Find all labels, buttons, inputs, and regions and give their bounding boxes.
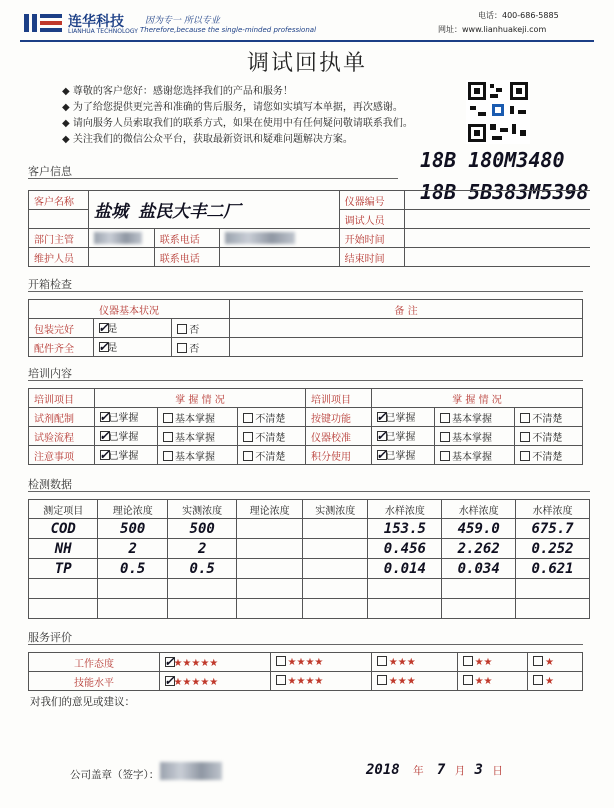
training-option-label: 基本掌握 (175, 451, 216, 463)
training-option[interactable]: ✓已掌握 (95, 446, 158, 465)
training-option[interactable] (238, 427, 306, 446)
detection-cell[interactable]: 0.252 (516, 539, 590, 559)
training-option[interactable] (158, 446, 238, 465)
section-divider (28, 178, 398, 179)
detection-header: 理论浓度 (98, 500, 167, 519)
detection-cell[interactable]: 459.0 (442, 519, 516, 539)
section-unbox: 开箱检查 (28, 278, 72, 291)
unbox-table (28, 299, 583, 357)
section-divider (28, 491, 590, 492)
company-name: 连华科技 (68, 14, 124, 30)
detection-cell[interactable]: 0.034 (442, 559, 516, 579)
contact2-label: 联系电话 (154, 248, 219, 267)
section-divider (28, 291, 583, 292)
intro-item: ◆ 为了给您提供更完善和准确的售后服务，请您如实填写本单据，再次感谢。 (62, 102, 403, 113)
training-option[interactable] (515, 446, 583, 465)
detection-row (29, 519, 590, 539)
detection-header: 理论浓度 (237, 500, 303, 519)
training-option-label: 已掌握 (108, 451, 139, 462)
detection-cell[interactable] (302, 559, 368, 579)
detection-cell[interactable] (442, 579, 516, 599)
section-training: 培训内容 (28, 367, 72, 380)
rating-option[interactable] (371, 672, 457, 691)
training-option-label: 已掌握 (108, 413, 139, 424)
instrument-number-label: 仪器编号 (339, 191, 404, 210)
evaluation-label: 技能水平 (29, 672, 160, 691)
training-option-label: 不清楚 (255, 413, 286, 425)
detection-cell[interactable]: TP (29, 559, 98, 579)
detection-cell[interactable]: 2 (167, 539, 236, 559)
evaluation-label: 工作态度 (29, 653, 160, 672)
detection-cell[interactable]: 500 (98, 519, 167, 539)
detection-cell[interactable] (237, 539, 303, 559)
training-header-item: 培训项目 (29, 389, 95, 408)
detection-row (29, 559, 590, 579)
training-option-label: 不清楚 (532, 451, 563, 463)
detection-cell[interactable]: 0.621 (516, 559, 590, 579)
training-row (29, 427, 583, 446)
rating-stars: ★★ (474, 657, 493, 668)
detection-cell[interactable] (237, 579, 303, 599)
unbox-row-label: 包装完好 (29, 319, 94, 338)
training-header-mastery: 掌 握 情 况 (371, 389, 582, 408)
detection-cell[interactable] (98, 599, 167, 619)
detection-cell[interactable] (167, 599, 236, 619)
rating-option[interactable]: ✓★★★★★ (160, 672, 271, 691)
checkbox-yes[interactable]: ✓是 (93, 319, 171, 338)
training-item-label: 试验流程 (29, 427, 95, 446)
training-option-label: 不清楚 (255, 432, 286, 444)
page-title: 调试回执单 (246, 51, 367, 76)
training-option[interactable] (238, 408, 306, 427)
rating-option[interactable]: ✓★★★★★ (160, 653, 271, 672)
signature-redacted (160, 762, 222, 780)
training-header-mastery: 掌 握 情 况 (95, 389, 306, 408)
maintainer-label: 维护人员 (29, 248, 89, 267)
slogan-cn: 因为专一 所以专业 (145, 16, 220, 26)
unbox-row-label: 配件齐全 (29, 338, 94, 357)
training-option-label: 基本掌握 (175, 413, 216, 425)
header-divider (20, 40, 594, 42)
rating-stars: ★★★★ (287, 676, 324, 687)
dept-value[interactable] (88, 229, 154, 248)
slogan-en: Therefore,because the single-minded professional (140, 26, 317, 34)
training-table (28, 388, 583, 465)
section-evaluation: 服务评价 (28, 631, 72, 644)
detection-cell[interactable]: 153.5 (368, 519, 442, 539)
training-item-label: 仪器校准 (305, 427, 371, 446)
start-time-value[interactable] (404, 229, 590, 248)
detection-header-row (29, 500, 590, 519)
training-item-label: 注意事项 (29, 446, 95, 465)
rating-stars: ★★★ (388, 676, 416, 687)
intro-item: ◆ 关注我们的微信公众平台，获取最新资讯和疑难问题解决方案。 (62, 134, 353, 145)
detection-cell[interactable]: 0.5 (98, 559, 167, 579)
detection-header: 水样浓度 (516, 500, 590, 519)
detection-cell[interactable] (368, 579, 442, 599)
detection-cell[interactable]: 2 (98, 539, 167, 559)
detection-cell[interactable]: 2.262 (442, 539, 516, 559)
rating-option[interactable] (528, 653, 583, 672)
detection-header: 水样浓度 (442, 500, 516, 519)
end-time-label: 结束时间 (339, 248, 404, 267)
rating-stars: ★★★ (388, 657, 416, 668)
company-logo (24, 12, 64, 34)
dept-label: 部门主管 (29, 229, 89, 248)
training-option[interactable]: ✓已掌握 (371, 427, 434, 446)
training-item-label: 试剂配制 (29, 408, 95, 427)
detection-header: 水样浓度 (368, 500, 442, 519)
rating-option[interactable] (457, 653, 527, 672)
detection-cell[interactable] (302, 539, 368, 559)
detection-cell[interactable] (302, 599, 368, 619)
unbox-col-remark: 备 注 (230, 300, 583, 319)
detection-cell[interactable] (237, 599, 303, 619)
intro-list (62, 84, 413, 148)
training-option-label: 已掌握 (385, 413, 416, 424)
checkbox-yes[interactable]: ✓是 (93, 338, 171, 357)
training-option-label: 基本掌握 (175, 432, 216, 444)
training-row (29, 446, 583, 465)
training-option[interactable] (158, 408, 238, 427)
customer-name-label: 客户名称 (29, 191, 89, 210)
date-day: 3 (474, 762, 483, 778)
training-item-label: 按键功能 (305, 408, 371, 427)
rating-option[interactable] (528, 672, 583, 691)
training-option-label: 基本掌握 (452, 413, 493, 425)
training-option-label: 已掌握 (385, 432, 416, 443)
wechat-qr-code (466, 80, 530, 144)
evaluation-table (28, 652, 583, 691)
training-option-label: 基本掌握 (452, 432, 493, 444)
training-header-item: 培训项目 (305, 389, 371, 408)
detection-cell[interactable] (302, 519, 368, 539)
tester-label: 调试人员 (339, 210, 404, 229)
detection-cell[interactable] (98, 579, 167, 599)
training-option-label: 基本掌握 (452, 451, 493, 463)
training-option-label: 不清楚 (532, 432, 563, 444)
unbox-remark[interactable] (230, 319, 583, 338)
checkbox-no[interactable]: 否 (172, 338, 230, 357)
evaluation-row (29, 672, 583, 691)
checkbox-no[interactable]: 否 (172, 319, 230, 338)
rating-option[interactable] (270, 672, 371, 691)
evaluation-row (29, 653, 583, 672)
detection-cell[interactable]: 500 (167, 519, 236, 539)
training-option[interactable] (435, 408, 515, 427)
training-option-label: 已掌握 (108, 432, 139, 443)
contact-label: 联系电话 (154, 229, 219, 248)
date-year: 2018 (366, 762, 400, 778)
header-website: 网址：www.lianhuakeji.com (438, 25, 547, 34)
detection-header: 实测浓度 (302, 500, 368, 519)
training-option[interactable]: ✓已掌握 (95, 427, 158, 446)
detection-row (29, 579, 590, 599)
detection-cell[interactable]: 0.014 (368, 559, 442, 579)
rating-stars: ★★★★ (287, 657, 324, 668)
detection-cell[interactable] (29, 599, 98, 619)
training-option[interactable] (515, 408, 583, 427)
training-option[interactable] (435, 446, 515, 465)
detection-cell[interactable]: 0.5 (167, 559, 236, 579)
contact-value[interactable] (219, 229, 339, 248)
detection-header: 实测浓度 (167, 500, 236, 519)
date-month: 7 (436, 762, 446, 778)
start-time-label: 开始时间 (339, 229, 404, 248)
detection-cell[interactable]: NH (29, 539, 98, 559)
detection-cell[interactable] (167, 579, 236, 599)
signature-date: 2018 年 7 月 3 日 (366, 762, 503, 778)
detection-cell[interactable]: 675.7 (516, 519, 590, 539)
detection-row (29, 599, 590, 619)
unbox-remark[interactable] (230, 338, 583, 357)
training-option-label: 已掌握 (385, 451, 416, 462)
detection-cell[interactable] (516, 599, 590, 619)
handwritten-number-1: 18B 180M3480 (420, 148, 565, 172)
training-option[interactable] (435, 427, 515, 446)
detection-cell[interactable] (237, 559, 303, 579)
rating-stars: ★ (545, 657, 554, 668)
unbox-col-status: 仪器基本状况 (29, 300, 230, 319)
training-option[interactable] (158, 427, 238, 446)
detection-cell[interactable] (442, 599, 516, 619)
intro-item: ◆ 尊敬的客户您好：感谢您选择我们的产品和服务！ (62, 86, 293, 97)
detection-cell[interactable] (368, 599, 442, 619)
section-divider (28, 380, 583, 381)
comments-label: 对我们的意见或建议： (30, 696, 135, 708)
rating-option[interactable] (457, 672, 527, 691)
detection-cell[interactable] (302, 579, 368, 599)
training-row (29, 408, 583, 427)
training-item-label: 积分使用 (305, 446, 371, 465)
end-time-value[interactable] (404, 248, 590, 267)
section-customer: 客户信息 (28, 165, 72, 178)
tester-value[interactable] (404, 210, 590, 229)
maintainer-value[interactable] (88, 248, 154, 267)
header-phone: 电话：400-686-5885 (478, 11, 559, 20)
section-detection: 检测数据 (28, 478, 72, 491)
detection-header: 测定项目 (29, 500, 98, 519)
training-option[interactable] (238, 446, 306, 465)
rating-stars: ★ (545, 676, 554, 687)
detection-cell[interactable] (516, 579, 590, 599)
detection-cell[interactable] (29, 579, 98, 599)
instrument-number-value[interactable] (404, 191, 590, 210)
rating-option[interactable] (371, 653, 457, 672)
company-name-en: LIANHUA TECHNOLOGY (68, 28, 138, 35)
handwritten-number-2: 18B 5B383M5398 (420, 180, 589, 204)
contact2-value[interactable] (219, 248, 339, 267)
training-option[interactable]: ✓已掌握 (371, 446, 434, 465)
rating-option[interactable] (270, 653, 371, 672)
detection-cell[interactable]: 0.456 (368, 539, 442, 559)
customer-name-value[interactable]: 盐城 盐民大丰二厂 (88, 191, 339, 229)
detection-table (28, 499, 590, 619)
detection-row (29, 539, 590, 559)
signature-label: 公司盖章（签字）： (70, 769, 160, 781)
rating-stars: ★★★★★ (173, 677, 219, 688)
training-option[interactable]: ✓已掌握 (371, 408, 434, 427)
comments-area[interactable] (30, 710, 585, 760)
rating-stars: ★★★★★ (173, 658, 219, 669)
intro-item: ◆ 请向服务人员索取我们的联系方式，如果在使用中有任何疑问敬请联系我们。 (62, 118, 413, 129)
rating-stars: ★★ (474, 676, 493, 687)
training-option[interactable]: ✓已掌握 (95, 408, 158, 427)
training-option[interactable] (515, 427, 583, 446)
detection-cell[interactable] (237, 519, 303, 539)
customer-table (28, 190, 590, 267)
section-divider (28, 644, 583, 645)
training-option-label: 不清楚 (532, 413, 563, 425)
detection-cell[interactable]: COD (29, 519, 98, 539)
training-option-label: 不清楚 (255, 451, 286, 463)
